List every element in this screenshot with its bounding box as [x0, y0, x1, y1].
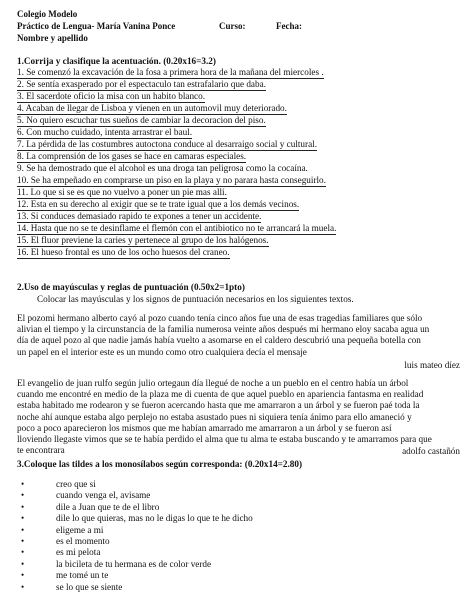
bullet-icon: • [21, 501, 25, 512]
text2-line: cuando me encontré en medio de la plaza me di cuenta de que aquel pueblo en apariencia fantasma en realidad [17, 389, 424, 400]
exercise-line: 1. Se comenzó la excavación de la fosa a primera hora de la mañana del miercoles . [17, 67, 324, 77]
exercise-line: 7. La pérdida de las costumbres autoctona conduce al desarraigo social y cultural. [17, 139, 318, 149]
text2-line: lloviendo llegaste vimos que se te había perdido el alma que tu alma te estaba buscando y te amarramos para que [17, 434, 432, 445]
bullet-icon: • [21, 479, 25, 489]
text2-author: adolfo castañón [402, 446, 460, 456]
exercise-line: 9. Se ha demostrado que el alcohol es una droga tan peligrosa como la cocaína. [17, 163, 308, 173]
text2-line: estaba habitado me rodearon y se fueron acercando hasta que me amarraron a un árbol y se fueron paé toda la [17, 400, 420, 411]
section3-title: 3.Coloque las tildes a los monosílabos según corresponda: (0.20x14=2.80) [17, 459, 303, 469]
exercise-line: 12. Esta en su derecho al exigir que se te trate igual que a los demás vecinos. [17, 199, 300, 209]
exercise-line: 16. El hueso frontal es uno de los ocho huesos del craneo. [17, 247, 230, 257]
bullet-icon: • [21, 570, 25, 581]
text1-author: luis mateo díez [404, 360, 460, 370]
exercise-line: 3. El sacerdote oficio la misa con un habito blanco. [17, 91, 206, 101]
exercise-line: 5. No quiero escuchar tus sueños de cambiar la decoracion del piso. [17, 115, 266, 125]
text1-line: un papel en el interior este es un mundo como otro cualquiera decía el mensaje [17, 346, 307, 357]
bullet-icon: • [21, 490, 25, 501]
bullet-icon: • [21, 513, 25, 524]
name-label: Nombre y apellido [17, 33, 88, 43]
course-label: Curso: [219, 21, 246, 31]
exercise-line: 8. La comprensión de los gases se hace en camaras especiales. [17, 151, 247, 161]
exercise-line: 14. Hasta que no se te desinflame el flemón con el antibiotico no te arrancará la muela. [17, 223, 337, 233]
section2-instruction: Colocar las mayúsculas y los signos de puntuación necesarios en los siguientes textos. [37, 294, 354, 304]
text1-line: alivian el tiempo y la circunstancia de la familia numerosa veinte años después mi hermano eloy sacaba agua un [17, 324, 430, 335]
exercise-line: 4. Acaban de llegar de Lisboa y vienen en un automovil muy deteriorado. [17, 103, 287, 113]
text2-line: te encontrara [17, 445, 65, 456]
text2-line: noche ahí aunque estaba algo perplejo no estaba asustado pues ni siquiera tenía ánimo para ello amaneció y [17, 411, 412, 422]
text1-line: día de aquel pozo al que nadie jamás había vuelto a asomarse en el caldero descubrió una pequeña botella con [17, 335, 421, 346]
bullet-icon: • [21, 524, 25, 535]
bullet-icon: • [21, 547, 25, 558]
date-label: Fecha: [276, 21, 302, 31]
text1-line: El pozomi hermano alberto cayó al pozo cuando tenía cinco años fue una de esas tragedias familiares que sólo [17, 313, 423, 323]
section2-title: 2.Uso de mayúsculas y reglas de puntuación (0.50x2=1pto) [17, 282, 245, 292]
text2-line: El evangelio de juan rulfo según julio ortegaun día llegué de noche a un pueblo en el centro había un árbol [17, 378, 409, 388]
exercise-line: 10. Se ha empeñado en comprarse un piso en la playa y no parara hasta conseguirlo. [17, 175, 326, 185]
exercise-line: 2. Se sentía exasperado por el espectaculo tan estrafalario que daba. [17, 79, 266, 89]
section1-title: 1.Corrija y clasifique la acentuación. (0.20x16=3.2) [17, 56, 216, 66]
text1-paragraph [17, 313, 457, 358]
text2-paragraph [17, 378, 457, 456]
exercise-line: 15. El fluor previene la caries y pertenece al grupo de los halógenos. [17, 235, 269, 245]
document-page: Colegio Modelo Práctico de Lengua- María Vanina Ponce Curso: Fecha: Nombre y apellido 1.Corrija y clasifique la acentuación. (0.20x16=3.2) 1. Se comenzó la excavación de la fosa a primera hora de la mañana del miercoles . 2. Se sentía exasperado por el espectaculo tan estrafalario que daba. 3. El sacerdote oficio la misa con un habito blanco. 4. Acaban de llegar de Lisboa y vienen en un automovil muy deteriorado. 5. No quiero escuchar tus sueños de cambiar la decoracion del piso. 6. Con mucho cuidado, intenta arrastrar el baul. 7. La pérdida de las costumbres autoctona conduce al desarraigo social y cultural. 8. La comprensión de los gases se hace en camaras especiales. 9. Se ha demostrado que el alcohol es una droga tan peligrosa como la cocaína. 10. Se ha empeñado en comprarse un piso en la playa y no parara hasta conseguirlo. 11. Lo que si se es que no vuelvo a poner un pie mas allí. 12. Esta en su derecho al exigir que se te trate igual que a los demás vecinos. 13. Si conduces demasiado rapido te expones a tener un accidente. 14. Hasta que no se te desinflame el flemón con el antibiotico no te arrancará la muela. 15. El fluor previene la caries y pertenece al grupo de los halógenos. 16. El hueso frontal es uno de los ocho huesos del craneo. 2.Uso de mayúsculas y reglas de puntuación (0.50x2=1pto) Colocar las mayúsculas y los signos de puntuación necesarios en los siguientes textos. El pozomi hermano alberto cayó al pozo cuando tenía cinco años fue una de esas tragedias familiares que sólo alivian el tiempo y la circunstancia de la familia numerosa veinte años después mi hermano eloy sacaba agua un día de aquel pozo al que nadie jamás había vuelto a asomarse en el caldero descubrió una pequeña botella con un papel en el interior este es un mundo como otro cualquiera decía el mensaje luis mateo díez El evangelio de juan rulfo según julio ortegaun día llegué de noche a un pueblo en el centro había un árbol cuando me encontré en medio de la plaza me di cuenta de que aquel pueblo en apariencia fantasma en realidad estaba habitado me rodearon y se fueron acercando hasta que me amarraron a un árbol y se fueron paé toda la noche ahí aunque estaba algo perplejo no estaba asustado pues ni siquiera tenía ánimo para ello amaneció y poco a poco aparecieron los mismos que me habían amarrado me amarraron a un árbol y se fueron así lloviendo llegaste vimos que se te había perdido el alma que tu alma te estaba buscando y te amarramos para que te encontrara adolfo castañón 3.Coloque las tildes a los monosílabos según corresponda: (0.20x14=2.80) • creo que si • cuando venga el, avisame • dile a Juan que te de el libro • dile lo que quieras, mas no le digas lo que te he dicho • eligeme a mi • es el momento • es mi pelota • la bicileta de tu hermana es de color verde • me tomé un te • se lo que se siente [17, 9, 460, 592]
school-name: Colegio Modelo [17, 9, 78, 19]
subject-title: Práctico de Lengua- María Vanina Ponce [17, 21, 176, 31]
bullet-icon: • [21, 558, 25, 569]
exercise-line: 6. Con mucho cuidado, intenta arrastrar el baul. [17, 127, 193, 137]
exercise-line: 11. Lo que si se es que no vuelvo a poner un pie mas allí. [17, 187, 227, 197]
bullet-icon: • [21, 581, 25, 592]
exercise-line: 13. Si conduces demasiado rapido te expones a tener un accidente. [17, 211, 262, 221]
bullet-icon: • [21, 535, 25, 546]
text2-line: poco a poco aparecieron los mismos que me habían amarrado me amarraron a un árbol y se fueron así [17, 422, 392, 433]
